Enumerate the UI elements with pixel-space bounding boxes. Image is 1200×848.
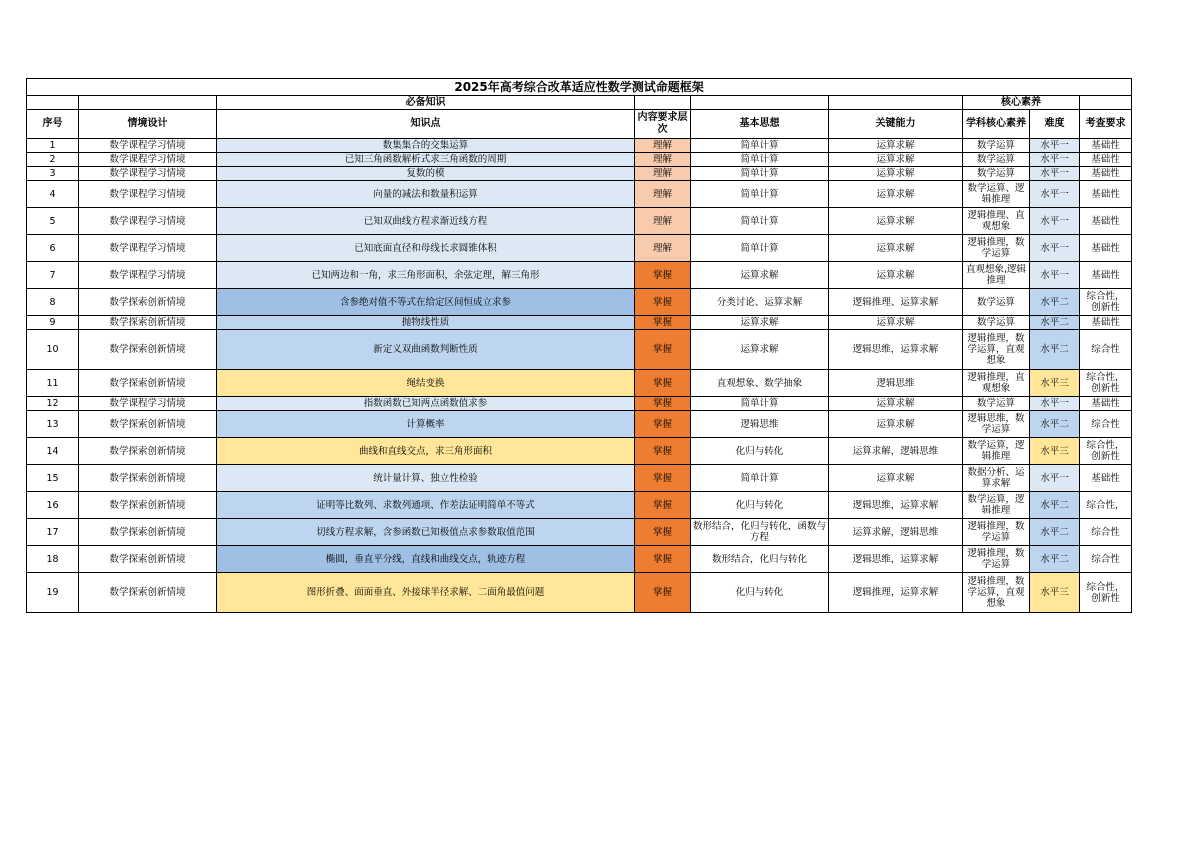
row-difficulty: 水平二 (1030, 492, 1080, 519)
row-thought: 简单计算 (691, 208, 829, 235)
row-context: 数学课程学习情境 (79, 397, 217, 411)
group-blank (27, 96, 79, 110)
header-difficulty: 难度 (1030, 110, 1080, 139)
row-index: 3 (27, 167, 79, 181)
row-context: 数学课程学习情境 (79, 262, 217, 289)
row-requirement: 掌握 (635, 519, 691, 546)
row-index: 18 (27, 546, 79, 573)
table-row (27, 438, 1132, 465)
row-index: 9 (27, 316, 79, 330)
row-exam: 综合性 (1080, 411, 1132, 438)
row-ability: 运算求解 (829, 153, 963, 167)
row-difficulty: 水平一 (1030, 153, 1080, 167)
table-row (27, 573, 1132, 613)
row-thought: 简单计算 (691, 167, 829, 181)
row-requirement: 掌握 (635, 330, 691, 370)
header-knowledge: 知识点 (217, 110, 635, 139)
row-thought: 化归与转化 (691, 438, 829, 465)
table-row (27, 370, 1132, 397)
row-knowledge: 向量的减法和数量积运算 (217, 181, 635, 208)
row-index: 8 (27, 289, 79, 316)
row-context: 数学探索创新情境 (79, 492, 217, 519)
row-ability: 运算求解，逻辑思维 (829, 519, 963, 546)
table-row (27, 546, 1132, 573)
row-index: 10 (27, 330, 79, 370)
row-thought: 简单计算 (691, 139, 829, 153)
header-requirement: 内容要求层次 (635, 110, 691, 139)
row-knowledge: 已知双曲线方程求渐近线方程 (217, 208, 635, 235)
row-requirement: 掌握 (635, 573, 691, 613)
row-context: 数学课程学习情境 (79, 181, 217, 208)
group-blank (691, 96, 829, 110)
row-ability: 逻辑思维，运算求解 (829, 492, 963, 519)
row-context: 数学探索创新情境 (79, 370, 217, 397)
row-literacy: 数学运算 (963, 139, 1030, 153)
header-exam: 考查要求 (1080, 110, 1132, 139)
row-thought: 直观想象、数学抽象 (691, 370, 829, 397)
row-ability: 运算求解 (829, 262, 963, 289)
row-literacy: 逻辑推理，数学运算 (963, 235, 1030, 262)
row-ability: 运算求解 (829, 139, 963, 153)
row-difficulty: 水平二 (1030, 289, 1080, 316)
row-ability: 逻辑思维 (829, 370, 963, 397)
row-context: 数学探索创新情境 (79, 573, 217, 613)
table-title: 2025年高考综合改革适应性数学测试命题框架 (27, 79, 1132, 96)
row-context: 数学探索创新情境 (79, 519, 217, 546)
row-context: 数学探索创新情境 (79, 438, 217, 465)
table-row (27, 181, 1132, 208)
row-literacy: 逻辑推理，数学运算，直观想象 (963, 573, 1030, 613)
group-essential-knowledge: 必备知识 (217, 96, 635, 110)
row-requirement: 掌握 (635, 262, 691, 289)
row-index: 16 (27, 492, 79, 519)
row-index: 15 (27, 465, 79, 492)
table-row (27, 208, 1132, 235)
row-exam: 综合性，创新性 (1080, 573, 1132, 613)
row-exam: 基础性 (1080, 316, 1132, 330)
row-ability: 运算求解 (829, 181, 963, 208)
row-difficulty: 水平一 (1030, 235, 1080, 262)
row-index: 4 (27, 181, 79, 208)
row-requirement: 理解 (635, 139, 691, 153)
row-context: 数学课程学习情境 (79, 208, 217, 235)
row-literacy: 数学运算、逻辑推理 (963, 181, 1030, 208)
row-thought: 简单计算 (691, 397, 829, 411)
row-difficulty: 水平一 (1030, 181, 1080, 208)
row-difficulty: 水平二 (1030, 519, 1080, 546)
row-knowledge: 椭圆，垂直平分线，直线和曲线交点，轨迹方程 (217, 546, 635, 573)
row-requirement: 掌握 (635, 546, 691, 573)
row-ability: 逻辑推理，运算求解 (829, 573, 963, 613)
row-index: 1 (27, 139, 79, 153)
row-thought: 化归与转化 (691, 492, 829, 519)
row-ability: 运算求解 (829, 316, 963, 330)
row-exam: 基础性 (1080, 208, 1132, 235)
group-blank (829, 96, 963, 110)
row-index: 13 (27, 411, 79, 438)
row-exam: 基础性 (1080, 167, 1132, 181)
row-thought: 运算求解 (691, 330, 829, 370)
row-index: 7 (27, 262, 79, 289)
row-difficulty: 水平三 (1030, 573, 1080, 613)
header-ability: 关键能力 (829, 110, 963, 139)
row-knowledge: 含参绝对值不等式在给定区间恒成立求参 (217, 289, 635, 316)
row-literacy: 逻辑推理，数学运算，直观想象 (963, 330, 1030, 370)
row-knowledge: 已知三角函数解析式求三角函数的周期 (217, 153, 635, 167)
row-thought: 简单计算 (691, 181, 829, 208)
row-thought: 分类讨论、运算求解 (691, 289, 829, 316)
row-knowledge: 图形折叠、面面垂直、外接球半径求解、二面角最值问题 (217, 573, 635, 613)
row-difficulty: 水平一 (1030, 397, 1080, 411)
row-ability: 逻辑思维，运算求解 (829, 330, 963, 370)
row-exam: 综合性，创新性 (1080, 289, 1132, 316)
row-thought: 逻辑思维 (691, 411, 829, 438)
header-index: 序号 (27, 110, 79, 139)
row-requirement: 理解 (635, 235, 691, 262)
row-requirement: 掌握 (635, 289, 691, 316)
row-ability: 运算求解 (829, 208, 963, 235)
row-literacy: 逻辑推理，数学运算 (963, 519, 1030, 546)
row-index: 17 (27, 519, 79, 546)
row-exam: 综合性，创新性 (1080, 438, 1132, 465)
row-requirement: 掌握 (635, 465, 691, 492)
row-requirement: 理解 (635, 181, 691, 208)
row-exam: 基础性 (1080, 153, 1132, 167)
table-row (27, 262, 1132, 289)
row-context: 数学课程学习情境 (79, 139, 217, 153)
row-index: 2 (27, 153, 79, 167)
row-literacy: 直观想象,逻辑推理 (963, 262, 1030, 289)
row-difficulty: 水平二 (1030, 546, 1080, 573)
row-knowledge: 证明等比数列、求数列通项、作差法证明简单不等式 (217, 492, 635, 519)
table-row (27, 411, 1132, 438)
row-literacy: 逻辑思维，数学运算 (963, 411, 1030, 438)
header-literacy: 学科核心素养 (963, 110, 1030, 139)
row-index: 14 (27, 438, 79, 465)
row-literacy: 数学运算 (963, 153, 1030, 167)
row-difficulty: 水平一 (1030, 262, 1080, 289)
row-literacy: 逻辑推理，直观想象 (963, 370, 1030, 397)
table-row (27, 235, 1132, 262)
row-requirement: 掌握 (635, 397, 691, 411)
row-context: 数学课程学习情境 (79, 235, 217, 262)
header-thought: 基本思想 (691, 110, 829, 139)
row-knowledge: 已知底面直径和母线长求圆锥体积 (217, 235, 635, 262)
row-knowledge: 数集集合的交集运算 (217, 139, 635, 153)
row-knowledge: 统计量计算、独立性检验 (217, 465, 635, 492)
row-requirement: 掌握 (635, 316, 691, 330)
row-exam: 基础性 (1080, 139, 1132, 153)
row-thought: 运算求解 (691, 262, 829, 289)
row-difficulty: 水平一 (1030, 208, 1080, 235)
table-row (27, 519, 1132, 546)
table-row (27, 167, 1132, 181)
row-index: 19 (27, 573, 79, 613)
row-context: 数学探索创新情境 (79, 411, 217, 438)
row-context: 数学课程学习情境 (79, 167, 217, 181)
row-difficulty: 水平三 (1030, 370, 1080, 397)
group-blank (1080, 96, 1132, 110)
framework-table (26, 78, 1132, 613)
row-literacy: 数学运算 (963, 316, 1030, 330)
row-knowledge: 计算概率 (217, 411, 635, 438)
row-context: 数学探索创新情境 (79, 289, 217, 316)
row-requirement: 掌握 (635, 370, 691, 397)
row-literacy: 逻辑推理，数学运算 (963, 546, 1030, 573)
row-requirement: 掌握 (635, 438, 691, 465)
row-knowledge: 切线方程求解，含参函数已知极值点求参数取值范围 (217, 519, 635, 546)
row-difficulty: 水平一 (1030, 465, 1080, 492)
row-knowledge: 抛物线性质 (217, 316, 635, 330)
row-thought: 简单计算 (691, 153, 829, 167)
row-context: 数学探索创新情境 (79, 546, 217, 573)
row-knowledge: 新定义双曲函数判断性质 (217, 330, 635, 370)
row-index: 6 (27, 235, 79, 262)
row-ability: 逻辑推理、运算求解 (829, 289, 963, 316)
row-thought: 数形结合，化归与转化，函数与方程 (691, 519, 829, 546)
row-difficulty: 水平一 (1030, 167, 1080, 181)
table-row (27, 465, 1132, 492)
row-knowledge: 复数的模 (217, 167, 635, 181)
row-exam: 基础性 (1080, 235, 1132, 262)
table-body (27, 139, 1132, 613)
row-knowledge: 已知两边和一角，求三角形面积，余弦定理，解三角形 (217, 262, 635, 289)
header-context: 情境设计 (79, 110, 217, 139)
row-ability: 运算求解 (829, 465, 963, 492)
row-literacy: 逻辑推理、直观想象 (963, 208, 1030, 235)
row-exam: 综合性 (1080, 330, 1132, 370)
row-exam: 基础性 (1080, 262, 1132, 289)
row-exam: 基础性 (1080, 397, 1132, 411)
row-knowledge: 绳结变换 (217, 370, 635, 397)
row-ability: 运算求解，逻辑思维 (829, 438, 963, 465)
row-literacy: 数学运算，逻辑推理 (963, 438, 1030, 465)
row-ability: 逻辑思维，运算求解 (829, 546, 963, 573)
row-requirement: 理解 (635, 153, 691, 167)
row-context: 数学探索创新情境 (79, 316, 217, 330)
table-row (27, 153, 1132, 167)
table-row (27, 316, 1132, 330)
row-literacy: 数学运算 (963, 397, 1030, 411)
row-literacy: 数学运算 (963, 289, 1030, 316)
table-row (27, 397, 1132, 411)
row-ability: 运算求解 (829, 167, 963, 181)
row-literacy: 数据分析、运算求解 (963, 465, 1030, 492)
group-blank (635, 96, 691, 110)
table-row (27, 492, 1132, 519)
row-index: 5 (27, 208, 79, 235)
row-context: 数学课程学习情境 (79, 153, 217, 167)
row-ability: 运算求解 (829, 235, 963, 262)
row-requirement: 掌握 (635, 411, 691, 438)
table-row (27, 330, 1132, 370)
row-thought: 数形结合，化归与转化 (691, 546, 829, 573)
row-requirement: 掌握 (635, 492, 691, 519)
row-exam: 综合性， (1080, 492, 1132, 519)
table-row (27, 139, 1132, 153)
row-exam: 综合性 (1080, 546, 1132, 573)
row-requirement: 理解 (635, 208, 691, 235)
row-context: 数学探索创新情境 (79, 330, 217, 370)
row-exam: 基础性 (1080, 181, 1132, 208)
row-thought: 运算求解 (691, 316, 829, 330)
row-exam: 综合性，创新性 (1080, 370, 1132, 397)
row-thought: 简单计算 (691, 235, 829, 262)
row-difficulty: 水平三 (1030, 438, 1080, 465)
row-context: 数学探索创新情境 (79, 465, 217, 492)
table-row (27, 289, 1132, 316)
row-difficulty: 水平二 (1030, 316, 1080, 330)
row-exam: 基础性 (1080, 465, 1132, 492)
row-difficulty: 水平一 (1030, 139, 1080, 153)
group-core-literacy: 核心素养 (963, 96, 1080, 110)
row-knowledge: 指数函数已知两点函数值求参 (217, 397, 635, 411)
row-literacy: 数学运算，逻辑推理 (963, 492, 1030, 519)
row-index: 11 (27, 370, 79, 397)
group-blank (79, 96, 217, 110)
row-knowledge: 曲线和直线交点，求三角形面积 (217, 438, 635, 465)
row-thought: 化归与转化 (691, 573, 829, 613)
row-literacy: 数学运算 (963, 167, 1030, 181)
row-difficulty: 水平二 (1030, 411, 1080, 438)
row-difficulty: 水平二 (1030, 330, 1080, 370)
row-index: 12 (27, 397, 79, 411)
row-thought: 简单计算 (691, 465, 829, 492)
row-exam: 综合性 (1080, 519, 1132, 546)
row-ability: 运算求解 (829, 411, 963, 438)
row-ability: 运算求解 (829, 397, 963, 411)
row-requirement: 理解 (635, 167, 691, 181)
